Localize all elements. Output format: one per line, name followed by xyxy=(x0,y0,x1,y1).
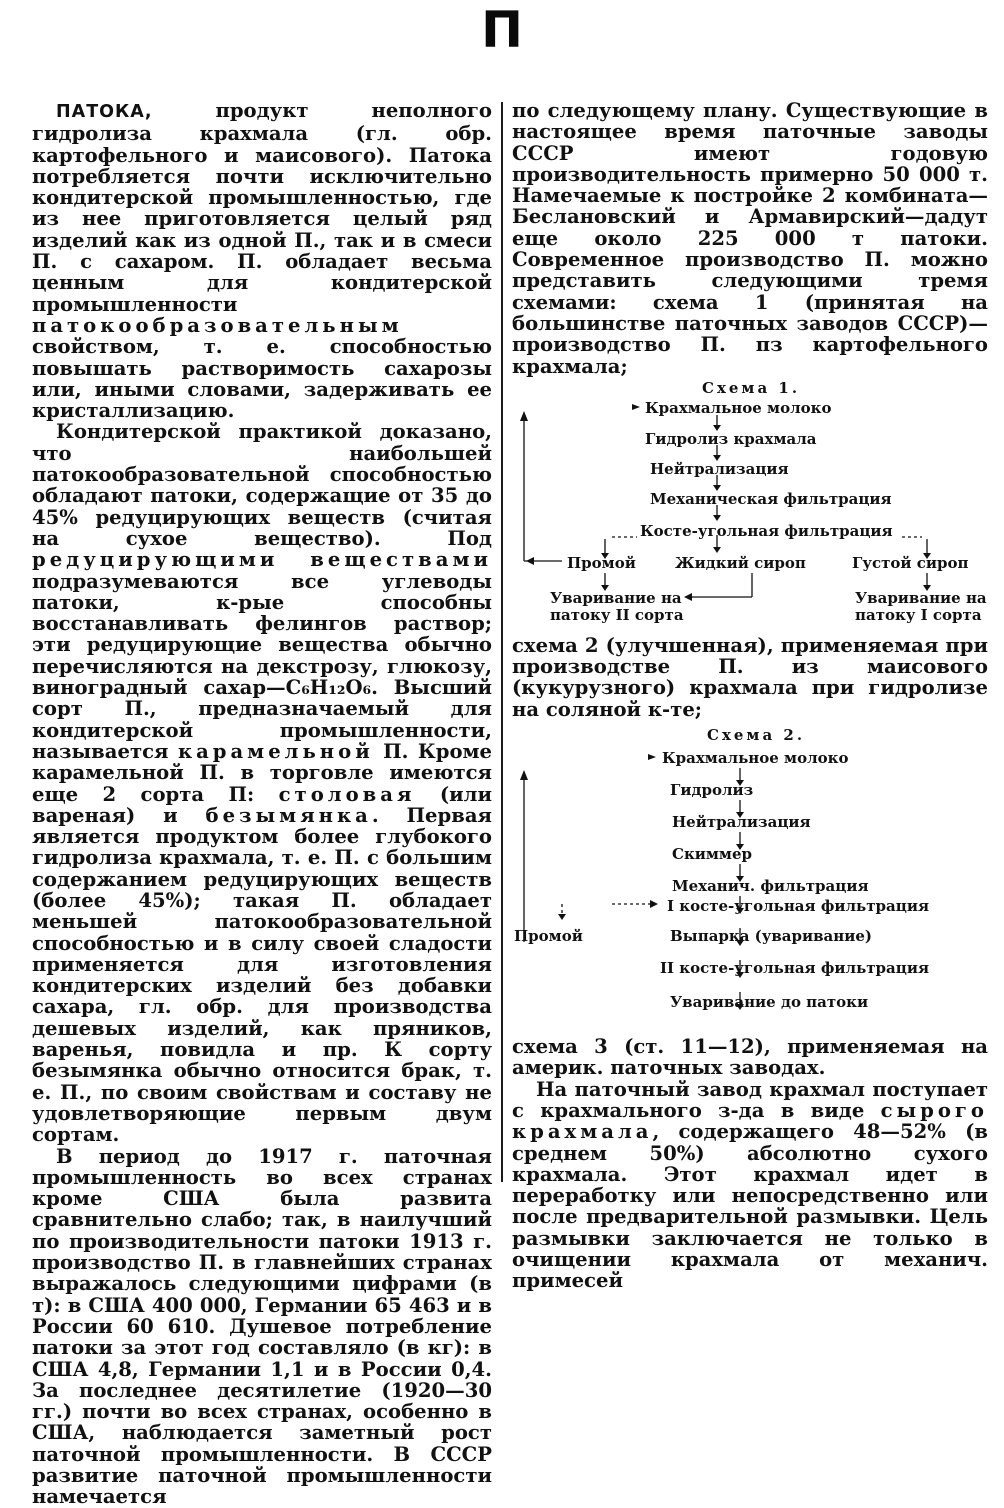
scheme-2-step-mechanical-filtration: Механич. фильтрация xyxy=(672,877,869,896)
spaced-term: редуцирующими веществами xyxy=(32,548,492,572)
scheme-1-thin-syrup: Жидкий сироп xyxy=(675,553,806,572)
scheme-2-step-boiling-to-molasses: Уваривание до патоки xyxy=(670,993,869,1012)
paragraph-scheme-3-intro: схема 3 (ст. 11—12), применяемая на америк. паточных заводах. xyxy=(512,1035,988,1080)
scheme-1-wash-water: Промой xyxy=(567,553,636,572)
spaced-term: патокообразовательным xyxy=(32,313,403,337)
scheme-1-step-starch-milk: Крахмальное молоко xyxy=(645,398,832,417)
paragraph-scheme-2-intro: схема 2 (улучшенная), применяемая при производстве П. из маисового (кукурузного) крахмала при гидролизе на соляной к-те; xyxy=(512,633,988,721)
text-run: . Высший сорт П., предназначаемый для кондитерской промышленности, называется xyxy=(32,676,493,763)
text-run: продукт неполного гидролиза крахмала (гл. обр. картофельного и маисового). Патока потребляется почти исключительно кондитерской промышленностью, где из нее приготовляется целый ряд изделий как из одной П., так и в смеси П. с сахаром. П. обладает весьма ценным для кондитерской промышленности xyxy=(32,99,492,316)
head-word: ПАТОКА, xyxy=(56,102,153,122)
scheme-2-step-hydrolysis: Гидролиз xyxy=(670,781,754,800)
scheme-1-output-grade-1-line2: патоку I сорта xyxy=(855,605,982,624)
scheme-2-step-skimmer: Скиммер xyxy=(672,845,752,864)
text-run: (или вареная) и xyxy=(32,782,492,827)
paragraph-raw-starch xyxy=(512,1079,988,1292)
left-column xyxy=(32,99,493,1508)
scheme-1-title: Схема 1. xyxy=(702,378,801,397)
text-run: П. Кроме карамельной П. в торговле имеются еще 2 сорта П: xyxy=(32,739,492,806)
chemical-formula: C₆H₁₂O₆ xyxy=(285,676,372,700)
scheme-2-step-starch-milk: Крахмальное молоко xyxy=(662,749,849,768)
scheme-2-step-bone-char-filtration-2: II косте-угольная фильтрация xyxy=(660,959,930,978)
scheme-1-step-mechanical-filtration: Механическая фильтрация xyxy=(650,489,892,508)
page-letter: П xyxy=(481,1,523,59)
paragraph-plan: по следующему плану. Существующие в настоящее время паточные заводы СССР имеют годовую производительность примерно 50 000 т. Намечаемые к постройке 2 комбината—Беслановский и Армавирский—дадут еще около 225 000 т патоки. Современное производство П. можно представить следующими тремя схемами: схема 1 (принятая на большинстве паточных заводов СССР)—производство П. пз картофельного крахмала; xyxy=(512,99,988,378)
scheme-1-thick-syrup: Густой сироп xyxy=(852,553,969,572)
text-run: . Первая является продуктом более глубокого гидролиза крахмала, т. е. П. с большим содержанием редуцирующих веществ (более 45%); такая П. обладает меньшей патокообразовательной способностью и в силу своей сладости применяется для изготовления кондитерских изделий без добавки сахара, гл. обр. для производства дешевых изделий, как пряников, варенья, повидла и пр. К сорту безымянка обычно относится брак, т. е. П., по своим свойствам и составу не удовлетворяющие первым двум сортам. xyxy=(32,803,492,1147)
scheme-2-step-neutralization: Нейтрализация xyxy=(672,813,811,832)
scheme-1-diagram xyxy=(512,377,988,631)
column-divider xyxy=(501,102,503,1182)
scheme-1-output-grade-1-line1: Уваривание на xyxy=(855,588,987,607)
text-run: На паточный завод крахмал поступает с крахмального з-да в виде xyxy=(512,1077,988,1122)
text-run: , содержащего 48—52% (в среднем 50%) абсолютно сухого крахмала. Этот крахмал идет в переработку или непосредственно или после предварительной размывки. Цель размывки заключается не только в очищении крахмала от механич. примесей xyxy=(512,1120,988,1293)
text-run: подразумеваются все углеводы патоки, к-рые способны восстанавливать фелингов раствор; эти редуцирующие вещества обычно перечисляются на декстрозу, глюкозу, виноградный сахар— xyxy=(32,569,492,700)
scheme-2-diagram xyxy=(512,720,988,1032)
scheme-1-output-grade-2-line1: Уваривание на xyxy=(550,588,682,607)
text-run: свойством, т. е. способностью повышать растворимость сахарозы или, иными словами, задерживать ее кристаллизацию. xyxy=(32,335,492,423)
right-column xyxy=(512,99,988,1293)
spaced-term: карамельной xyxy=(177,739,374,763)
scheme-2-step-bone-char-filtration-1: I косте-угольная фильтрация xyxy=(667,897,930,916)
scheme-2-title: Схема 2. xyxy=(707,726,806,745)
scheme-1-step-bone-char-filtration: Косте-угольная фильтрация xyxy=(640,521,893,540)
spaced-term: безымянка xyxy=(205,803,372,827)
paragraph-industry-history: В период до 1917 г. паточная промышленность во всех странах кроме США была развита сравнительно слабо; так, в наилучший по производительности патоки 1913 г. производство П. в главнейших странах выражалось следующими цифрами (в т): в США 400 000, Германии 65 463 и в России 60 610. Душевое потребление патоки за этот год составляло (в кг): в США 4,8, Германии 1,1 и в России 0,4. За последнее десятилетие (1920—30 гг.) почти во всех странах, особенно в США, наблюдается заметный рост паточной промышленности. В СССР развитие паточной промышленности намечается xyxy=(32,1144,492,1508)
scheme-1-step-neutralization: Нейтрализация xyxy=(650,459,789,478)
paragraph-reducing-substances xyxy=(32,421,492,1145)
text-run: Кондитерской практикой доказано, что наибольшей патокообразовательной способностью обладают патоки, содержащие от 35 до 45% редуцирующих веществ (считая на сухое вещество). Под xyxy=(32,420,492,550)
scheme-1-output-grade-2-line2: патоку II сорта xyxy=(550,605,684,624)
scheme-2-step-evaporation: Выпарка (уваривание) xyxy=(670,927,873,946)
scheme-2-wash-water: Промой xyxy=(514,927,583,946)
spaced-term: столовая xyxy=(278,782,416,806)
paragraph-patoka-definition xyxy=(32,100,492,421)
spaced-term: сырого крахмала xyxy=(512,1098,988,1144)
scheme-1-step-hydrolysis: Гидролиз крахмала xyxy=(645,429,817,448)
